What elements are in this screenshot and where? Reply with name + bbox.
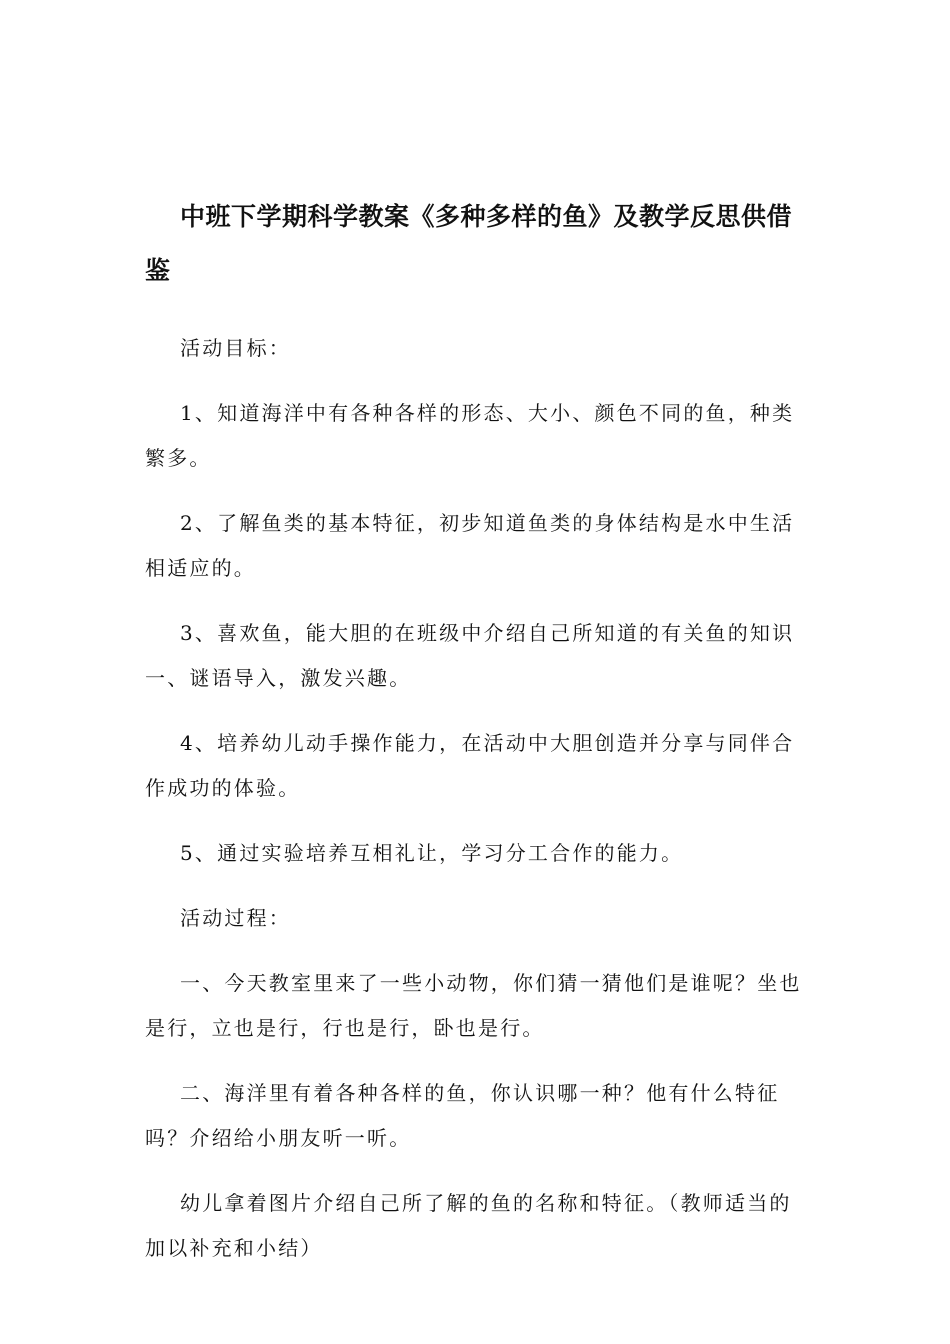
section-heading-process: 活动过程： <box>180 906 291 930</box>
objective-item-4: 4、培养幼儿动手操作能力，在活动中大胆创造并分享与同伴合作成功的体验。 <box>145 731 795 800</box>
objective-item-2: 2、了解鱼类的基本特征，初步知道鱼类的身体结构是水中生活相适应的。 <box>145 511 795 580</box>
document-body <box>145 190 805 1291</box>
process-note: 幼儿拿着图片介绍自己所了解的鱼的名称和特征。（教师适当的加以补充和小结） <box>145 1191 792 1260</box>
objective-item-1: 1、知道海洋中有各种各样的形态、大小、颜色不同的鱼，种类繁多。 <box>145 401 795 470</box>
process-step-1: 一、今天教室里来了一些小动物，你们猜一猜他们是谁呢？坐也是行，立也是行，行也是行，卧也是行。 <box>145 971 802 1040</box>
process-step-2: 二、海洋里有着各种各样的鱼，你认识哪一种？他有什么特征吗？介绍给小朋友听一听。 <box>145 1081 780 1150</box>
objective-item-5: 5、通过实验培养互相礼让，学习分工合作的能力。 <box>180 841 684 865</box>
objective-item-3: 3、喜欢鱼，能大胆的在班级中介绍自己所知道的有关鱼的知识一、谜语导入，激发兴趣。 <box>145 621 795 690</box>
document-title: 中班下学期科学教案《多种多样的鱼》及教学反思供借鉴 <box>145 202 793 285</box>
section-heading-objectives: 活动目标： <box>180 336 291 360</box>
